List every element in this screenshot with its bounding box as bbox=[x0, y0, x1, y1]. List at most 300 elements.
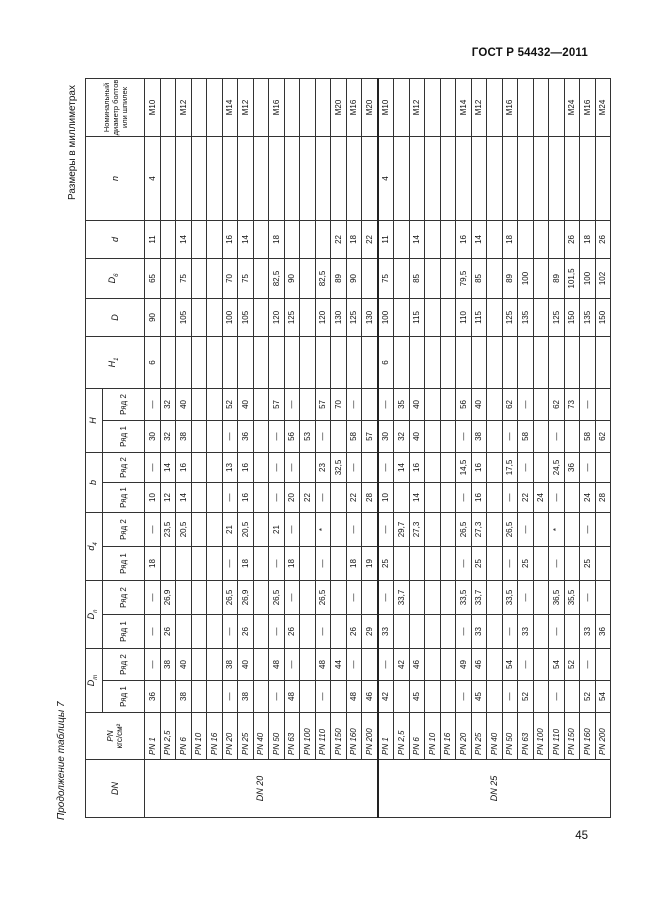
cell-h1 bbox=[471, 336, 487, 388]
cell-nominal: M12 bbox=[471, 78, 487, 136]
cell-nominal: M16 bbox=[580, 78, 596, 136]
cell-d6: 89 bbox=[549, 258, 565, 298]
cell-dm-row1: — bbox=[315, 681, 331, 713]
cell-dn-row1: 33 bbox=[471, 615, 487, 649]
header-d-m bbox=[86, 649, 103, 713]
cell-pn: PN 2,5 bbox=[160, 713, 176, 760]
cell-h1 bbox=[238, 336, 254, 388]
cell-h1 bbox=[331, 336, 347, 388]
cell-pn: PN 1 bbox=[145, 713, 161, 760]
header-d-m-sub: m bbox=[92, 674, 99, 680]
table-row bbox=[440, 78, 456, 817]
header-b: b bbox=[86, 452, 103, 512]
cell-b-row1: 16 bbox=[471, 482, 487, 512]
cell-dn-row2 bbox=[440, 581, 456, 615]
cell-n bbox=[440, 136, 456, 220]
cell-b-row2: 14,5 bbox=[456, 452, 472, 482]
cell-dm-row1: — bbox=[549, 681, 565, 713]
cell-dn-row2 bbox=[487, 581, 503, 615]
cell-d bbox=[440, 220, 456, 258]
cell-h-row1: 36 bbox=[238, 420, 254, 452]
cell-d4-row1: 18 bbox=[284, 547, 300, 581]
cell-d bbox=[315, 220, 331, 258]
table-row bbox=[533, 78, 549, 817]
cell-big-d: 90 bbox=[145, 298, 161, 336]
cell-d4-row2 bbox=[533, 512, 549, 546]
cell-d6 bbox=[300, 258, 316, 298]
table-row bbox=[284, 78, 300, 817]
cell-b-row2: 16 bbox=[176, 452, 192, 482]
table-row bbox=[238, 78, 254, 817]
cell-dn-row1 bbox=[300, 615, 316, 649]
cell-dn-row2 bbox=[362, 581, 378, 615]
cell-dm-row2: 49 bbox=[456, 649, 472, 681]
cell-dn-row2: 26,9 bbox=[238, 581, 254, 615]
cell-big-d bbox=[300, 298, 316, 336]
cell-h-row2 bbox=[362, 388, 378, 420]
cell-n bbox=[300, 136, 316, 220]
table-row bbox=[378, 78, 394, 817]
cell-h-row1: 30 bbox=[145, 420, 161, 452]
header-h1 bbox=[86, 336, 145, 388]
cell-b-row2 bbox=[191, 452, 207, 482]
cell-d4-row2 bbox=[595, 512, 611, 546]
header-dm-row1: Ряд 1 bbox=[102, 681, 144, 713]
cell-nominal: M12 bbox=[238, 78, 254, 136]
cell-pn: PN 50 bbox=[502, 713, 518, 760]
cell-h-row2: 62 bbox=[502, 388, 518, 420]
cell-d6: 65 bbox=[145, 258, 161, 298]
cell-dm-row1: 46 bbox=[362, 681, 378, 713]
cell-dn-row1: 33 bbox=[580, 615, 596, 649]
cell-dn-row2: 35,5 bbox=[564, 581, 580, 615]
cell-d6: 102 bbox=[595, 258, 611, 298]
cell-h-row1: 58 bbox=[518, 420, 534, 452]
cell-nominal bbox=[284, 78, 300, 136]
cell-nominal: M14 bbox=[456, 78, 472, 136]
cell-nominal: M16 bbox=[269, 78, 285, 136]
cell-d4-row1: — bbox=[549, 547, 565, 581]
cell-d bbox=[518, 220, 534, 258]
cell-dm-row1: — bbox=[502, 681, 518, 713]
cell-pn: PN 10 bbox=[425, 713, 441, 760]
cell-pn: PN 100 bbox=[300, 713, 316, 760]
page-number: 45 bbox=[575, 830, 588, 842]
cell-h-row2: — bbox=[284, 388, 300, 420]
cell-dn-row2: — bbox=[580, 581, 596, 615]
cell-d4-row2 bbox=[300, 512, 316, 546]
cell-pn: PN 10 bbox=[191, 713, 207, 760]
cell-h-row1 bbox=[425, 420, 441, 452]
cell-h1 bbox=[549, 336, 565, 388]
cell-b-row1: 22 bbox=[300, 482, 316, 512]
cell-b-row1: — bbox=[222, 482, 238, 512]
cell-d4-row1 bbox=[331, 547, 347, 581]
cell-d4-row1: 25 bbox=[580, 547, 596, 581]
table-row bbox=[409, 78, 425, 817]
cell-dn-row1 bbox=[425, 615, 441, 649]
cell-dm-row2 bbox=[595, 649, 611, 681]
table-row bbox=[471, 78, 487, 817]
cell-dm-row2 bbox=[533, 649, 549, 681]
cell-d4-row1 bbox=[160, 547, 176, 581]
cell-b-row1: 22 bbox=[346, 482, 362, 512]
cell-d4-row1 bbox=[191, 547, 207, 581]
cell-h-row1: 38 bbox=[471, 420, 487, 452]
cell-d4-row1: 18 bbox=[346, 547, 362, 581]
cell-d6: 90 bbox=[284, 258, 300, 298]
cell-dm-row1 bbox=[207, 681, 223, 713]
cell-dm-row1 bbox=[160, 681, 176, 713]
cell-dm-row2: 42 bbox=[394, 649, 410, 681]
header-d6 bbox=[86, 258, 145, 298]
header-d-m-label: D bbox=[85, 679, 96, 687]
cell-dn-row2: — bbox=[145, 581, 161, 615]
cell-nominal: M10 bbox=[145, 78, 161, 136]
header-d4-row1: Ряд 1 bbox=[102, 547, 144, 581]
cell-dm-row2: — bbox=[346, 649, 362, 681]
cell-dm-row1: 38 bbox=[238, 681, 254, 713]
cell-pn: PN 25 bbox=[471, 713, 487, 760]
cell-n bbox=[346, 136, 362, 220]
cell-b-row2: 14 bbox=[160, 452, 176, 482]
table-row bbox=[145, 78, 161, 817]
cell-d4-row1: 25 bbox=[378, 547, 394, 581]
cell-d4-row1: 18 bbox=[238, 547, 254, 581]
cell-big-d bbox=[394, 298, 410, 336]
cell-big-d bbox=[207, 298, 223, 336]
cell-h-row1 bbox=[564, 420, 580, 452]
cell-h-row1 bbox=[440, 420, 456, 452]
cell-d4-row1: — bbox=[315, 547, 331, 581]
cell-dn-row1 bbox=[394, 615, 410, 649]
cell-h1 bbox=[440, 336, 456, 388]
cell-d4-row1 bbox=[533, 547, 549, 581]
cell-pn: PN 63 bbox=[284, 713, 300, 760]
header-pn bbox=[86, 713, 145, 760]
cell-dn-row1 bbox=[487, 615, 503, 649]
cell-d4-row2: — bbox=[580, 512, 596, 546]
cell-nominal bbox=[440, 78, 456, 136]
cell-big-d: 100 bbox=[222, 298, 238, 336]
cell-b-row2: 32,5 bbox=[331, 452, 347, 482]
cell-dm-row1 bbox=[191, 681, 207, 713]
cell-n bbox=[549, 136, 565, 220]
cell-dn-row1 bbox=[253, 615, 269, 649]
cell-pn: PN 63 bbox=[518, 713, 534, 760]
cell-d6: 75 bbox=[238, 258, 254, 298]
cell-dn: DN 20 bbox=[145, 760, 378, 818]
cell-h-row1: — bbox=[315, 420, 331, 452]
cell-dm-row1: 54 bbox=[595, 681, 611, 713]
cell-dn-row2: 33,7 bbox=[394, 581, 410, 615]
cell-nominal: M24 bbox=[595, 78, 611, 136]
cell-dm-row1 bbox=[394, 681, 410, 713]
cell-d4-row1: — bbox=[269, 547, 285, 581]
cell-h1 bbox=[456, 336, 472, 388]
cell-b-row2: 17,5 bbox=[502, 452, 518, 482]
cell-d4-row2: — bbox=[346, 512, 362, 546]
cell-nominal bbox=[300, 78, 316, 136]
table-row bbox=[549, 78, 565, 817]
cell-pn: PN 20 bbox=[456, 713, 472, 760]
cell-h-row1 bbox=[533, 420, 549, 452]
cell-dn-row2: 26,9 bbox=[160, 581, 176, 615]
cell-dn-row1: — bbox=[502, 615, 518, 649]
cell-pn: PN 25 bbox=[238, 713, 254, 760]
cell-h1 bbox=[160, 336, 176, 388]
cell-nominal: M20 bbox=[362, 78, 378, 136]
header-h1-sub: 1 bbox=[113, 357, 120, 361]
cell-d4-row1: 25 bbox=[471, 547, 487, 581]
cell-h-row1: 58 bbox=[346, 420, 362, 452]
cell-d bbox=[191, 220, 207, 258]
cell-d4-row1 bbox=[425, 547, 441, 581]
header-h-row2: Ряд 2 bbox=[102, 388, 144, 420]
cell-n bbox=[284, 136, 300, 220]
cell-pn: PN 150 bbox=[331, 713, 347, 760]
cell-h1 bbox=[300, 336, 316, 388]
cell-h-row1: 62 bbox=[595, 420, 611, 452]
cell-h1: 6 bbox=[145, 336, 161, 388]
cell-d4-row2: 26,5 bbox=[502, 512, 518, 546]
table-body bbox=[145, 78, 611, 817]
cell-d4-row1 bbox=[253, 547, 269, 581]
cell-dm-row1: 36 bbox=[145, 681, 161, 713]
cell-dn-row2 bbox=[331, 581, 347, 615]
cell-b-row2: 14 bbox=[394, 452, 410, 482]
units-caption-wrap bbox=[67, 80, 81, 200]
cell-h1 bbox=[284, 336, 300, 388]
cell-pn: PN 200 bbox=[362, 713, 378, 760]
cell-b-row2 bbox=[533, 452, 549, 482]
cell-d bbox=[253, 220, 269, 258]
table-row bbox=[518, 78, 534, 817]
cell-dm-row1: 48 bbox=[284, 681, 300, 713]
table-row bbox=[456, 78, 472, 817]
table-row bbox=[394, 78, 410, 817]
cell-b-row2 bbox=[253, 452, 269, 482]
cell-d4-row2: 21 bbox=[269, 512, 285, 546]
cell-d: 26 bbox=[595, 220, 611, 258]
units-caption: Размеры в миллиметрах bbox=[67, 85, 78, 200]
cell-big-d bbox=[487, 298, 503, 336]
header-h1-label: H bbox=[107, 360, 118, 368]
cell-d bbox=[533, 220, 549, 258]
cell-nominal: M16 bbox=[346, 78, 362, 136]
cell-d bbox=[207, 220, 223, 258]
cell-d6 bbox=[362, 258, 378, 298]
cell-d: 14 bbox=[176, 220, 192, 258]
cell-n bbox=[487, 136, 503, 220]
cell-d4-row2: 20,5 bbox=[176, 512, 192, 546]
cell-d6 bbox=[160, 258, 176, 298]
cell-dm-row1: 52 bbox=[580, 681, 596, 713]
cell-b-row1 bbox=[564, 482, 580, 512]
cell-b-row2: 16 bbox=[471, 452, 487, 482]
cell-big-d: 125 bbox=[502, 298, 518, 336]
cell-d: 16 bbox=[222, 220, 238, 258]
cell-nominal bbox=[518, 78, 534, 136]
cell-dn-row2: 26,5 bbox=[269, 581, 285, 615]
cell-d6: 90 bbox=[346, 258, 362, 298]
cell-n bbox=[160, 136, 176, 220]
cell-d4-row1 bbox=[595, 547, 611, 581]
cell-h1 bbox=[564, 336, 580, 388]
cell-d: 18 bbox=[269, 220, 285, 258]
cell-pn: PN 150 bbox=[564, 713, 580, 760]
cell-b-row2: 23 bbox=[315, 452, 331, 482]
cell-b-row2: — bbox=[346, 452, 362, 482]
cell-dm-row2: 44 bbox=[331, 649, 347, 681]
cell-h-row2: — bbox=[145, 388, 161, 420]
cell-d6: 82,5 bbox=[269, 258, 285, 298]
cell-d4-row2: — bbox=[378, 512, 394, 546]
cell-b-row2: 24,5 bbox=[549, 452, 565, 482]
cell-h-row2: 57 bbox=[269, 388, 285, 420]
cell-d: 18 bbox=[580, 220, 596, 258]
cell-big-d: 120 bbox=[269, 298, 285, 336]
cell-h1 bbox=[595, 336, 611, 388]
cell-pn: PN 110 bbox=[549, 713, 565, 760]
cell-dn-row2: 33,7 bbox=[471, 581, 487, 615]
table-row bbox=[191, 78, 207, 817]
cell-d4-row1 bbox=[440, 547, 456, 581]
table-row bbox=[595, 78, 611, 817]
cell-h-row2: — bbox=[346, 388, 362, 420]
cell-h-row2 bbox=[440, 388, 456, 420]
cell-d4-row1 bbox=[564, 547, 580, 581]
cell-dm-row1: 52 bbox=[518, 681, 534, 713]
cell-d4-row2 bbox=[487, 512, 503, 546]
cell-h1 bbox=[518, 336, 534, 388]
cell-h-row2: 40 bbox=[176, 388, 192, 420]
header-d-n bbox=[86, 581, 103, 649]
header-dn: DN bbox=[86, 760, 145, 818]
cell-big-d: 105 bbox=[238, 298, 254, 336]
cell-n bbox=[425, 136, 441, 220]
header-d-n-sub: n bbox=[92, 609, 99, 613]
cell-big-d: 110 bbox=[456, 298, 472, 336]
cell-dm-row2: 52 bbox=[564, 649, 580, 681]
cell-n bbox=[238, 136, 254, 220]
cell-h-row1: 40 bbox=[409, 420, 425, 452]
cell-dn-row2 bbox=[191, 581, 207, 615]
cell-h-row1: 38 bbox=[176, 420, 192, 452]
cell-b-row1: — bbox=[502, 482, 518, 512]
cell-nominal bbox=[425, 78, 441, 136]
header-dn-row2: Ряд 2 bbox=[102, 581, 144, 615]
cell-d4-row1 bbox=[394, 547, 410, 581]
cell-h-row1 bbox=[207, 420, 223, 452]
cell-nominal bbox=[253, 78, 269, 136]
cell-h1 bbox=[394, 336, 410, 388]
cell-d6 bbox=[487, 258, 503, 298]
cell-pn: PN 110 bbox=[315, 713, 331, 760]
cell-dn-row2 bbox=[425, 581, 441, 615]
cell-d6 bbox=[425, 258, 441, 298]
cell-d6: 75 bbox=[378, 258, 394, 298]
cell-d4-row1 bbox=[207, 547, 223, 581]
cell-d4-row2: 21 bbox=[222, 512, 238, 546]
cell-nominal: M16 bbox=[502, 78, 518, 136]
cell-h-row2: — bbox=[378, 388, 394, 420]
header-dn-row1: Ряд 1 bbox=[102, 615, 144, 649]
cell-b-row2: — bbox=[518, 452, 534, 482]
cell-d4-row2 bbox=[207, 512, 223, 546]
cell-h1 bbox=[580, 336, 596, 388]
cell-d4-row1: — bbox=[456, 547, 472, 581]
table-row bbox=[425, 78, 441, 817]
cell-h-row1: 30 bbox=[378, 420, 394, 452]
cell-n bbox=[564, 136, 580, 220]
cell-h1: 6 bbox=[378, 336, 394, 388]
cell-dm-row2 bbox=[253, 649, 269, 681]
cell-d6: 75 bbox=[176, 258, 192, 298]
cell-h1 bbox=[176, 336, 192, 388]
cell-b-row2 bbox=[300, 452, 316, 482]
cell-d: 11 bbox=[378, 220, 394, 258]
cell-b-row1: — bbox=[269, 482, 285, 512]
cell-h-row1: — bbox=[502, 420, 518, 452]
cell-dn-row2 bbox=[595, 581, 611, 615]
cell-dm-row2 bbox=[191, 649, 207, 681]
table-row bbox=[331, 78, 347, 817]
cell-b-row2 bbox=[425, 452, 441, 482]
cell-h-row1: — bbox=[549, 420, 565, 452]
cell-dn-row1: — bbox=[222, 615, 238, 649]
cell-dn-row2 bbox=[300, 581, 316, 615]
cell-d4-row2 bbox=[440, 512, 456, 546]
cell-dm-row1 bbox=[253, 681, 269, 713]
header-b-row2: Ряд 2 bbox=[102, 452, 144, 482]
cell-dn-row1 bbox=[533, 615, 549, 649]
cell-h1 bbox=[425, 336, 441, 388]
cell-d: 14 bbox=[409, 220, 425, 258]
cell-b-row1: 14 bbox=[176, 482, 192, 512]
cell-pn: PN 16 bbox=[207, 713, 223, 760]
cell-h1 bbox=[502, 336, 518, 388]
header-n: n bbox=[86, 136, 145, 220]
cell-pn: PN 6 bbox=[409, 713, 425, 760]
cell-d4-row2: 26,5 bbox=[456, 512, 472, 546]
cell-d4-row2: 27,3 bbox=[471, 512, 487, 546]
cell-h-row1: 32 bbox=[160, 420, 176, 452]
cell-big-d: 150 bbox=[564, 298, 580, 336]
cell-n bbox=[176, 136, 192, 220]
cell-pn: PN 16 bbox=[440, 713, 456, 760]
cell-d4-row1 bbox=[409, 547, 425, 581]
cell-d bbox=[284, 220, 300, 258]
table-row bbox=[580, 78, 596, 817]
cell-nominal: M14 bbox=[222, 78, 238, 136]
cell-d: 14 bbox=[238, 220, 254, 258]
cell-big-d: 125 bbox=[346, 298, 362, 336]
cell-h-row2: 40 bbox=[409, 388, 425, 420]
cell-dm-row2: 54 bbox=[502, 649, 518, 681]
cell-dn-row1: — bbox=[315, 615, 331, 649]
cell-pn: PN 50 bbox=[269, 713, 285, 760]
cell-dm-row1 bbox=[331, 681, 347, 713]
header-d4-row2: Ряд 2 bbox=[102, 512, 144, 546]
cell-b-row1: — bbox=[315, 482, 331, 512]
cell-b-row1: 28 bbox=[362, 482, 378, 512]
cell-dn-row2 bbox=[176, 581, 192, 615]
cell-d4-row1: 18 bbox=[145, 547, 161, 581]
cell-pn: PN 40 bbox=[253, 713, 269, 760]
cell-b-row2: — bbox=[269, 452, 285, 482]
cell-h-row2: — bbox=[518, 388, 534, 420]
